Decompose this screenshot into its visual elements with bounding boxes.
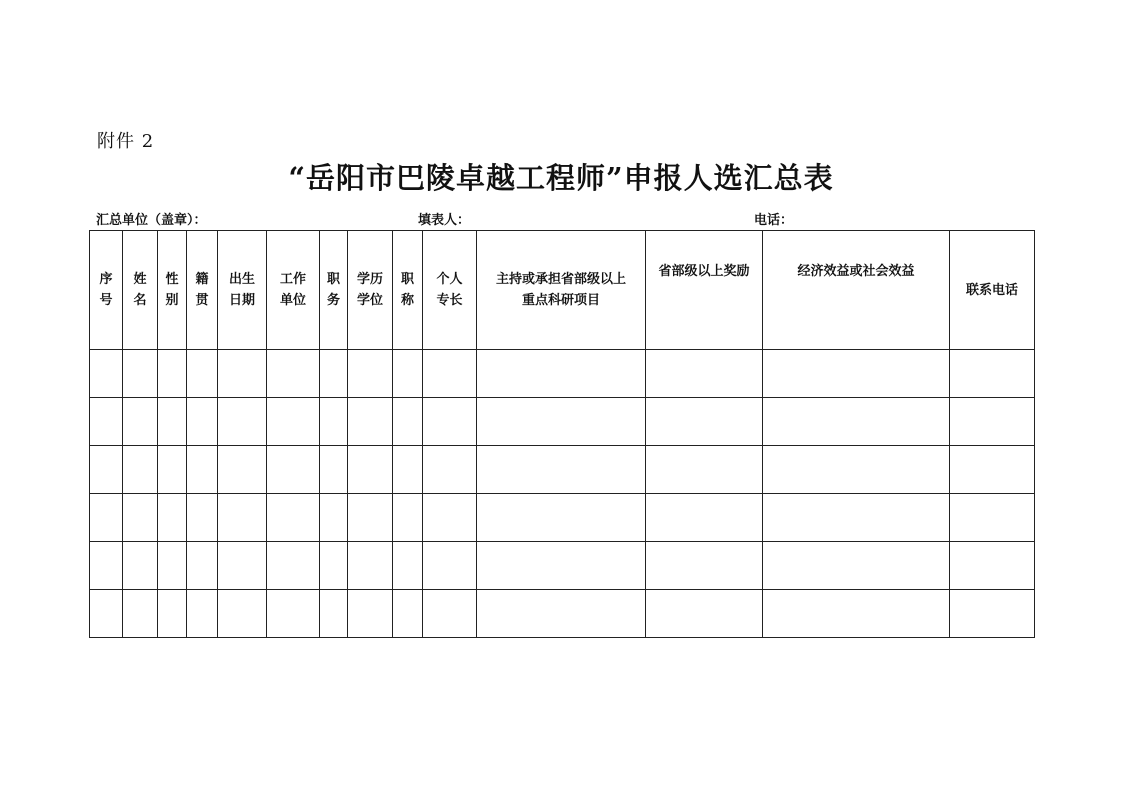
- table-cell: [90, 398, 123, 446]
- table-cell: [348, 542, 393, 590]
- table-cell: [477, 590, 646, 638]
- table-cell: [950, 446, 1035, 494]
- table-cell: [348, 494, 393, 542]
- table-cell: [90, 350, 123, 398]
- table-cell: [646, 446, 763, 494]
- table-cell: [763, 398, 950, 446]
- table-row: [90, 398, 1035, 446]
- table-cell: [158, 590, 187, 638]
- table-cell: [218, 398, 267, 446]
- header-title: 职 称: [393, 231, 423, 350]
- table-cell: [90, 446, 123, 494]
- table-cell: [393, 542, 423, 590]
- table-cell: [477, 542, 646, 590]
- phone-label: 电话：: [754, 213, 794, 228]
- table-cell: [763, 542, 950, 590]
- table-cell: [90, 542, 123, 590]
- table-cell: [423, 494, 477, 542]
- table-cell: [123, 446, 158, 494]
- table-cell: [348, 350, 393, 398]
- table-cell: [646, 398, 763, 446]
- table-cell: [218, 590, 267, 638]
- header-name: 姓 名: [123, 231, 158, 350]
- table-cell: [763, 590, 950, 638]
- table-cell: [393, 446, 423, 494]
- table-row: [90, 542, 1035, 590]
- table-cell: [267, 350, 320, 398]
- table-cell: [348, 446, 393, 494]
- table-cell: [320, 590, 348, 638]
- header-education: 学历 学位: [348, 231, 393, 350]
- filler-label: 填表人：: [418, 213, 471, 228]
- table-cell: [158, 494, 187, 542]
- header-research-projects: 主持或承担省部级以上 重点科研项目: [477, 231, 646, 350]
- header-awards: 省部级以上奖励: [646, 231, 763, 350]
- table-cell: [477, 494, 646, 542]
- table-cell: [423, 446, 477, 494]
- table-cell: [646, 494, 763, 542]
- header-work-unit: 工作 单位: [267, 231, 320, 350]
- table-cell: [187, 542, 218, 590]
- table-cell: [158, 446, 187, 494]
- table-cell: [90, 590, 123, 638]
- table-cell: [393, 350, 423, 398]
- table-cell: [187, 494, 218, 542]
- header-gender: 性 别: [158, 231, 187, 350]
- table-row: [90, 350, 1035, 398]
- table-cell: [423, 398, 477, 446]
- table-row: [90, 446, 1035, 494]
- table-cell: [320, 446, 348, 494]
- table-cell: [218, 446, 267, 494]
- table-cell: [320, 398, 348, 446]
- table-cell: [123, 590, 158, 638]
- table-cell: [267, 494, 320, 542]
- table-cell: [123, 350, 158, 398]
- table-cell: [123, 398, 158, 446]
- table-cell: [187, 590, 218, 638]
- table-cell: [158, 542, 187, 590]
- table-cell: [763, 350, 950, 398]
- table-cell: [477, 398, 646, 446]
- table-cell: [187, 398, 218, 446]
- table-cell: [218, 542, 267, 590]
- table-cell: [267, 590, 320, 638]
- table-cell: [950, 590, 1035, 638]
- table-cell: [158, 350, 187, 398]
- table-cell: [950, 494, 1035, 542]
- table-cell: [423, 590, 477, 638]
- table-cell: [123, 494, 158, 542]
- table-cell: [267, 542, 320, 590]
- summary-table: [89, 230, 1035, 638]
- table-cell: [320, 350, 348, 398]
- table-cell: [477, 446, 646, 494]
- header-birth-date: 出生 日期: [218, 231, 267, 350]
- table-cell: [423, 350, 477, 398]
- table-cell: [646, 350, 763, 398]
- attachment-label: 附件 2: [97, 131, 155, 152]
- table-cell: [218, 350, 267, 398]
- table-cell: [348, 398, 393, 446]
- table-row: [90, 590, 1035, 638]
- table-cell: [477, 350, 646, 398]
- table-cell: [320, 494, 348, 542]
- table-cell: [950, 350, 1035, 398]
- table-cell: [423, 542, 477, 590]
- table-cell: [267, 446, 320, 494]
- header-native-place: 籍 贯: [187, 231, 218, 350]
- table-cell: [267, 398, 320, 446]
- table-cell: [393, 494, 423, 542]
- table-cell: [393, 590, 423, 638]
- table-body: [90, 350, 1035, 638]
- table-cell: [950, 398, 1035, 446]
- table-cell: [646, 590, 763, 638]
- table-cell: [646, 542, 763, 590]
- table-cell: [123, 542, 158, 590]
- table-cell: [763, 446, 950, 494]
- table-cell: [158, 398, 187, 446]
- table-cell: [187, 446, 218, 494]
- header-index: 序 号: [90, 231, 123, 350]
- table-cell: [950, 542, 1035, 590]
- table-cell: [348, 590, 393, 638]
- header-benefits: 经济效益或社会效益: [763, 231, 950, 350]
- page-title: “岳阳市巴陵卓越工程师”申报人选汇总表: [288, 161, 834, 195]
- table-cell: [763, 494, 950, 542]
- header-position: 职 务: [320, 231, 348, 350]
- header-specialty: 个人 专长: [423, 231, 477, 350]
- header-contact-phone: 联系电话: [950, 231, 1035, 350]
- summary-unit-label: 汇总单位（盖章）：: [96, 213, 207, 228]
- table-cell: [187, 350, 218, 398]
- table-cell: [90, 494, 123, 542]
- table-row: [90, 494, 1035, 542]
- table-cell: [320, 542, 348, 590]
- header-row: [90, 231, 1035, 350]
- table-cell: [218, 494, 267, 542]
- table-cell: [393, 398, 423, 446]
